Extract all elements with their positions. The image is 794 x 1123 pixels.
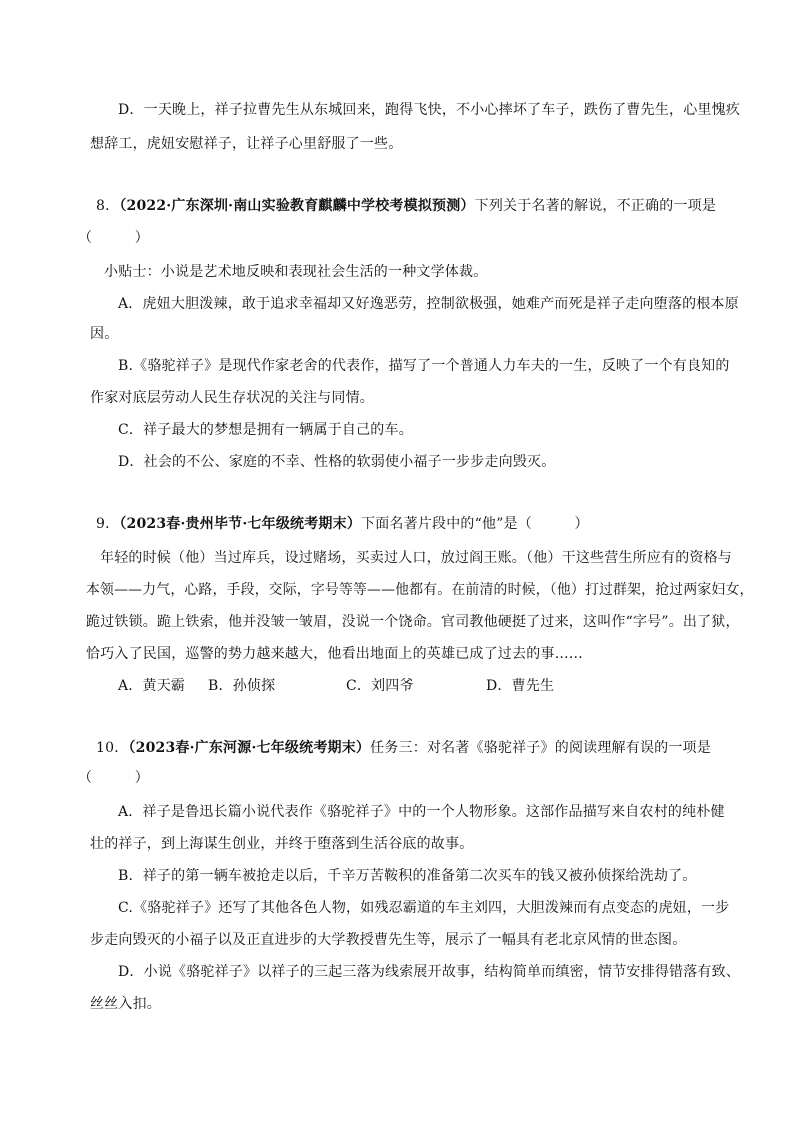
q10-number: 10． [96,740,129,756]
q10-header [96,738,711,758]
q8-option-a-line2: 因。 [90,326,119,342]
q8-header [96,196,716,216]
q8-option-c: C．祥子最大的梦想是拥有一辆属于自己的车。 [118,422,413,438]
q7-option-d-line1: D．一天晚上，祥子拉曹先生从东城回来，跑得飞快，不小心摔坏了车子，跌伤了曹先生，心里愧疚 [118,102,741,118]
q10-option-d-line1: D．小说《骆驼祥子》以祥子的三起三落为线索展开故事，结构简单而缜密，情节安排得错落有致、 [118,964,741,980]
q8-option-b-line1: B.《骆驼祥子》是现代作家老舍的代表作，描写了一个普通人力车夫的一生，反映了一个有良知的 [118,358,730,374]
q10-answer-paren: （ ） [78,770,149,786]
q10-option-a-line2: 壮的祥子，到上海谋生创业，并终于堕落到生活谷底的故事。 [90,836,474,852]
q9-source: （2023春·贵州毕节·七年级统考期末） [119,516,362,532]
q9-header [96,514,589,534]
q10-stem: 任务三：对名著《骆驼祥子》的阅读理解有误的一项是 [370,740,711,756]
q8-tip: 小贴士：小说是艺术地反映和表现社会生活的一种文学体裁。 [104,264,488,280]
q10-option-b: B．祥子的第一辆车被抢走以后，千辛万苦鞍积的准备第二次买车的钱又被孙侦探给洗劫了。 [118,868,697,884]
q9-passage-line3: 跪过铁锁。跪上铁索，他并没皱一皱眉，没说一个饶命。官司教他硬挺了过来，这叫作“字号”。出了狱， [86,614,740,630]
q10-option-d-line2: 丝丝入扣。 [90,996,161,1012]
q10-source: （2023春·广东河源·七年级统考期末） [128,740,371,756]
q8-answer-paren: （ ） [78,230,149,246]
q8-source: （2022·广东深圳·南山实验教育麒麟中学校考模拟预测） [119,198,475,214]
q10-option-c-line2: 步走向毁灭的小福子以及正直进步的大学教授曹先生等，展示了一幅具有老北京风情的世态图。 [90,932,687,948]
q10-option-c-line1: C.《骆驼祥子》还写了其他各色人物，如残忍霸道的车主刘四，大胆泼辣而有点变态的虎妞，一步 [118,900,730,916]
q9-option-d: D．曹先生 [486,678,555,694]
q8-option-d: D．社会的不公、家庭的不幸、性格的软弱使小福子一步步走向毁灭。 [118,454,556,470]
q9-option-a: A．黄天霸 [118,678,186,694]
q8-stem: 下列关于名著的解说，不正确的一项是 [474,198,717,214]
q9-option-c: C．刘四爷 [346,678,414,694]
q8-number: 8． [96,198,120,214]
q9-passage-line1: 年轻的时候（他）当过库兵，设过赌场，买卖过人口，放过阎王账。（他）干这些营生所应有的资格与 [100,550,732,566]
q9-number: 9． [96,516,120,532]
q9-passage-line4: 恰巧入了民国，巡警的势力越来越大，他看出地面上的英雄已成了过去的事…… [86,646,583,662]
q7-option-d-line2: 想辞工，虎妞安慰祥子，让祥子心里舒服了一些。 [90,136,403,152]
q10-option-a-line1: A．祥子是鲁迅长篇小说代表作《骆驼祥子》中的一个人物形象。这部作品描写来自农村的纯朴健 [118,804,725,820]
q9-option-b: B．孙侦探 [208,678,276,694]
q8-option-a-line1: A．虎妞大胆泼辣，敢于追求幸福却又好逸恶劳，控制欲极强，她难产而死是祥子走向堕落的根本原 [118,296,739,312]
q9-stem: 下面名著片段中的“他”是（ ） [361,516,589,532]
q9-passage-line2: 本领——力气，心路，手段，交际，字号等等——他都有。在前清的时候，（他）打过群架，抢过两家妇女， [86,582,754,598]
q8-option-b-line2: 作家对底层劳动人民生存状况的关注与同情。 [90,390,374,406]
